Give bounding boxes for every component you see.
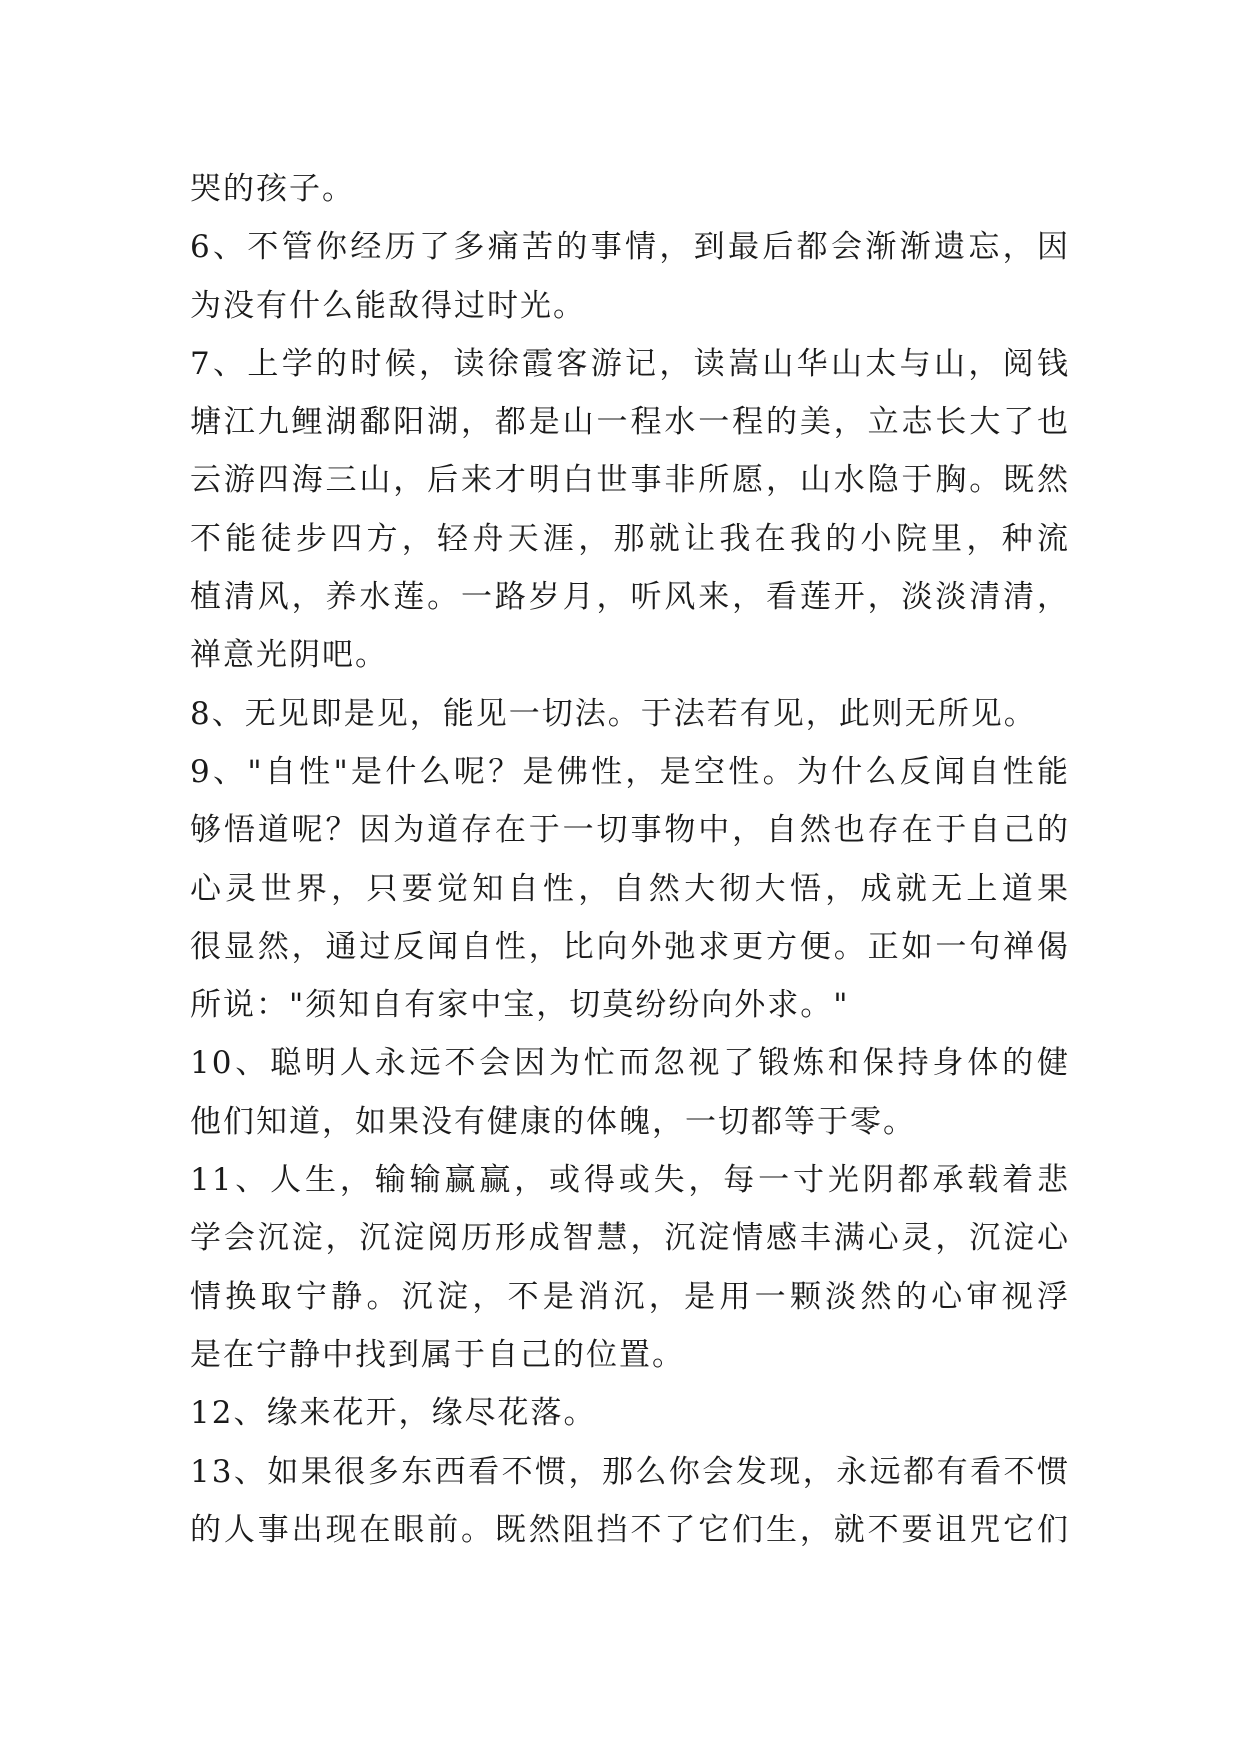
document-body [190, 160, 1070, 1559]
text-line: 10、聪明人永远不会因为忙而忽视了锻炼和保持身体的健 [190, 1045, 1070, 1082]
text-line: 哭的孩子。 [190, 171, 355, 207]
text-line: 很显然，通过反闻自性，比向外弛求更方便。正如一句禅偈 [190, 928, 1070, 965]
text-line: 心灵世界，只要觉知自性，自然大彻大悟，成就无上道果 [190, 870, 1070, 907]
text-line: 11、人生，输输赢赢，或得或失，每一寸光阴都承载着悲 [190, 1162, 1070, 1199]
text-line: 学会沉淀，沉淀阅历形成智慧，沉淀情感丰满心灵，沉淀心 [190, 1220, 1070, 1257]
text-line: 塘江九鲤湖鄱阳湖，都是山一程水一程的美，立志长大了也 [190, 404, 1070, 441]
text-line: 13、如果很多东西看不惯，那么你会发现，永远都有看不惯 [190, 1453, 1070, 1490]
text-line: 是在宁静中找到属于自己的位置。 [190, 1336, 685, 1373]
text-line: 6、不管你经历了多痛苦的事情，到最后都会渐渐遗忘，因 [190, 229, 1070, 266]
text-line: 植清风，养水莲。一路岁月，听风来，看莲开，淡淡清清， [190, 579, 1070, 616]
text-line: 12、缘来花开，缘尽花落。 [190, 1395, 597, 1432]
text-line: 所说："须知自有家中宝，切莫纷纷向外求。" [190, 987, 850, 1024]
text-line: 云游四海三山，后来才明白世事非所愿，山水隐于胸。既然 [190, 462, 1070, 499]
text-line: 为没有什么能敌得过时光。 [190, 287, 586, 324]
text-line: 8、无见即是见，能见一切法。于法若有见，此则无所见。 [190, 695, 1037, 732]
text-line: 他们知道，如果没有健康的体魄，一切都等于零。 [190, 1103, 916, 1140]
text-line: 7、上学的时候，读徐霞客游记，读嵩山华山太与山，阅钱 [190, 345, 1070, 382]
text-line: 够悟道呢？因为道存在于一切事物中，自然也存在于自己的 [190, 812, 1070, 849]
text-line: 9、"自性"是什么呢？是佛性，是空性。为什么反闻自性能 [190, 753, 1070, 790]
text-line: 的人事出现在眼前。既然阻挡不了它们生，就不要诅咒它们 [190, 1511, 1070, 1548]
text-line: 禅意光阴吧。 [190, 637, 388, 674]
text-line: 不能徒步四方，轻舟天涯，那就让我在我的小院里，种流 [190, 520, 1070, 557]
text-line: 情换取宁静。沉淀，不是消沉，是用一颗淡然的心审视浮 [190, 1278, 1070, 1315]
